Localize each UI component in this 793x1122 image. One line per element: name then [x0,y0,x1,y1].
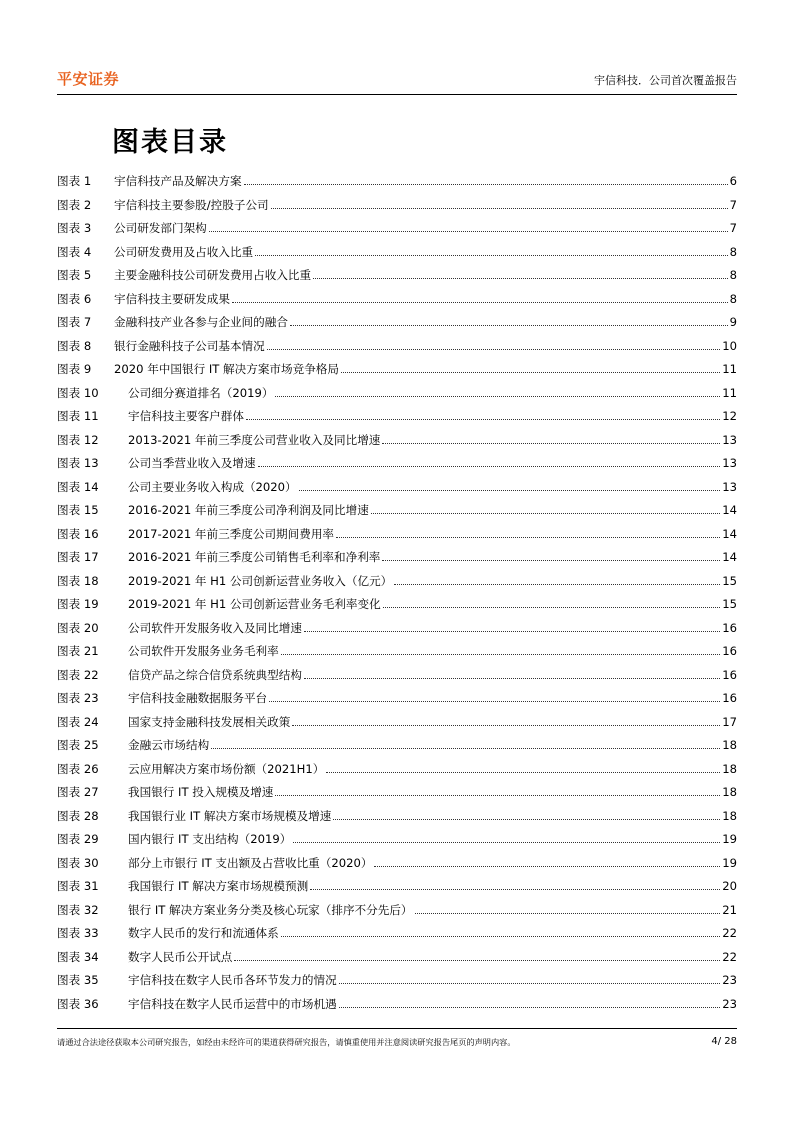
page-footer [57,1028,737,1056]
toc-entry-title: 公司研发部门架构 [114,221,207,235]
toc-entry-page: 13 [722,432,737,447]
toc-entry-title: 国内银行 IT 支出结构（2019） [128,832,292,846]
toc-leader-dots [382,550,720,561]
toc-leader-dots [293,832,720,843]
toc-entry-title: 主要金融科技公司研发费用占收入比重 [114,268,312,282]
toc-entry-page: 12 [722,409,737,423]
toc-leader-dots [271,198,728,209]
toc-entry[interactable] [57,664,737,688]
toc-leader-dots [258,456,721,467]
toc-entry[interactable] [57,828,737,852]
toc-leader-dots [313,268,728,279]
toc-entry-label: 图表 24 [57,714,99,729]
toc-entry-page: 23 [722,973,737,987]
toc-entry[interactable] [57,476,737,500]
toc-entry-page: 21 [722,902,737,917]
report-title: 宇信科技．公司首次覆盖报告 [594,74,737,87]
toc-leader-dots [269,691,720,702]
toc-entry[interactable] [57,781,737,805]
toc-entry[interactable] [57,758,737,782]
toc-entry[interactable] [57,499,737,523]
toc-entry-title: 我国银行业 IT 解决方案市场规模及增速 [128,808,332,823]
toc-entry-title: 银行 IT 解决方案业务分类及核心玩家（排序不分先后） [128,902,413,917]
toc-entry-page: 17 [722,714,737,729]
toc-entry-page: 20 [722,879,737,893]
toc-leader-dots [244,174,728,185]
toc-leader-dots [292,715,720,726]
toc-entry[interactable] [57,546,737,570]
toc-entry-label: 图表 4 [57,244,92,259]
toc-entry-title: 数字人民币公开试点 [128,949,233,964]
ping-an-securities-logo: 平安证券 [57,70,120,88]
toc-leader-dots [383,597,721,608]
toc-leader-dots [232,292,728,303]
toc-entry[interactable] [57,946,737,970]
toc-entry-page: 16 [722,691,737,705]
toc-entry-label: 图表 6 [57,291,92,306]
toc-entry-title: 宇信科技主要客户群体 [128,409,244,423]
toc-entry[interactable] [57,734,737,758]
toc-entry-page: 23 [722,996,737,1011]
toc-entry-title: 我国银行 IT 解决方案市场规模预测 [128,879,309,893]
toc-entry-label: 图表 12 [57,432,99,447]
toc-leader-dots [333,809,720,820]
toc-leader-dots [290,315,728,326]
toc-entry-page: 16 [722,644,737,658]
toc-entry-title: 2019-2021 年 H1 公司创新运营业务毛利率变化 [128,597,381,611]
toc-entry-label: 图表 10 [57,385,99,400]
page-number: 4/ 28 [711,1036,737,1047]
toc-entry-title: 我国银行 IT 投入规模及增速 [128,785,274,799]
toc-entry[interactable] [57,358,737,382]
toc-entry-label: 图表 21 [57,644,99,658]
toc-entry-page: 10 [722,338,737,353]
toc-entry[interactable] [57,805,737,829]
disclaimer-text: 请通过合法途径获取本公司研究报告，如经由未经许可的渠道获得研究报告，请慎重使用并注意阅读研究报告尾页的声明内容。 [57,1037,516,1047]
toc-entry[interactable] [57,523,737,547]
toc-entry-title: 部分上市银行 IT 支出额及占营收比重（2020） [128,855,373,870]
toc-entry-page: 11 [722,385,737,400]
toc-leader-dots [281,644,721,655]
toc-entry-page: 11 [722,362,737,376]
toc-entry[interactable] [57,852,737,876]
toc-entry-title: 数字人民币的发行和流通体系 [128,926,279,940]
toc-entry-page: 22 [722,949,737,964]
toc-entry-page: 7 [729,197,737,212]
toc-entry-title: 宇信科技主要研发成果 [114,291,230,306]
toc-entry-page: 18 [722,761,737,776]
toc-entry-label: 图表 19 [57,597,99,611]
toc-entry-page: 8 [729,244,737,259]
toc-leader-dots [275,785,720,796]
toc-entry-page: 19 [722,832,737,846]
toc-leader-dots [310,879,720,890]
toc-entry-label: 图表 5 [57,268,92,282]
toc-entry-label: 图表 25 [57,738,99,752]
toc-leader-dots [255,245,727,256]
toc-entry-title: 公司细分赛道排名（2019） [128,385,274,400]
toc-entry[interactable] [57,170,737,194]
toc-leader-dots [341,362,720,373]
toc-entry-label: 图表 26 [57,761,99,776]
toc-entry-title: 宇信科技在数字人民币各环节发力的情况 [128,973,337,987]
toc-entry-page: 18 [722,738,737,752]
toc-entry-page: 22 [722,926,737,940]
toc-entry[interactable] [57,382,737,406]
toc-leader-dots [304,668,720,679]
toc-entry-title: 公司当季营业收入及增速 [128,456,256,470]
toc-entry-page: 9 [729,315,737,329]
toc-entry-title: 银行金融科技子公司基本情况 [114,338,265,353]
toc-entry[interactable] [57,687,737,711]
toc-entry-page: 18 [722,785,737,799]
toc-entry-page: 15 [722,597,737,611]
toc-leader-dots [374,856,720,867]
toc-leader-dots [382,433,720,444]
toc-entry-label: 图表 7 [57,315,92,329]
toc-entry[interactable] [57,711,737,735]
toc-entry-title: 2017-2021 年前三季度公司期间费用率 [128,526,335,541]
toc-entry-title: 宇信科技主要参股/控股子公司 [114,197,269,212]
toc-leader-dots [336,527,720,538]
toc-entry[interactable] [57,241,737,265]
toc-entry[interactable] [57,264,737,288]
toc-entry[interactable] [57,335,737,359]
toc-entry-label: 图表 27 [57,785,99,799]
toc-entry-title: 2013-2021 年前三季度公司营业收入及同比增速 [128,432,381,447]
toc-entry-label: 图表 15 [57,503,99,517]
toc-leader-dots [339,997,721,1008]
toc-entry[interactable] [57,875,737,899]
toc-entry[interactable] [57,452,737,476]
toc-entry-page: 7 [729,221,737,235]
toc-entry-label: 图表 28 [57,808,99,823]
toc-entry-page: 16 [722,667,737,682]
toc-leader-dots [415,903,721,914]
toc-entry-label: 图表 33 [57,926,99,940]
toc-entry-label: 图表 29 [57,832,99,846]
toc-leader-dots [209,221,728,232]
toc-entry[interactable] [57,194,737,218]
toc-leader-dots [211,738,720,749]
toc-entry-label: 图表 11 [57,409,99,423]
toc-leader-dots [299,480,721,491]
toc-entry-label: 图表 16 [57,526,99,541]
toc-entry[interactable] [57,429,737,453]
toc-entry-title: 公司软件开发服务收入及同比增速 [128,620,302,635]
toc-entry-title: 金融云市场结构 [128,738,210,752]
toc-entry-label: 图表 20 [57,620,99,635]
page-header [57,66,737,95]
toc-entry-page: 8 [729,268,737,282]
toc-entry-page: 13 [722,479,737,494]
toc-leader-dots [394,574,720,585]
toc-title: 图表目录 [112,127,228,158]
toc-entry[interactable] [57,922,737,946]
toc-entry-title: 云应用解决方案市场份额（2021H1） [128,761,325,776]
toc-entry-title: 公司研发费用及占收入比重 [114,244,254,259]
toc-leader-dots [371,503,720,514]
toc-entry[interactable] [57,311,737,335]
toc-entry[interactable] [57,593,737,617]
toc-entry-page: 19 [722,855,737,870]
toc-leader-dots [275,386,720,397]
toc-entry-page: 8 [729,291,737,306]
toc-entry-page: 14 [722,526,737,541]
toc-entry-title: 2020 年中国银行 IT 解决方案市场竞争格局 [114,362,339,376]
toc-entry[interactable] [57,288,737,312]
toc-entry-label: 图表 35 [57,973,99,987]
toc-entry-title: 金融科技产业各参与企业间的融合 [114,315,288,329]
toc-entry-label: 图表 13 [57,456,99,470]
toc-entry[interactable] [57,570,737,594]
toc-entry-label: 图表 36 [57,996,99,1011]
toc-leader-dots [234,950,720,961]
toc-entry[interactable] [57,640,737,664]
toc-leader-dots [339,973,721,984]
toc-entry-title: 公司主要业务收入构成（2020） [128,479,297,494]
toc-entry-label: 图表 2 [57,197,92,212]
toc-entry-title: 信贷产品之综合信贷系统典型结构 [128,667,302,682]
toc-list [57,170,737,1016]
toc-entry[interactable] [57,217,737,241]
toc-leader-dots [326,762,720,773]
toc-leader-dots [267,339,721,350]
toc-entry-page: 14 [722,503,737,517]
toc-entry[interactable] [57,617,737,641]
toc-entry-label: 图表 22 [57,667,99,682]
toc-leader-dots [281,926,721,937]
toc-entry-label: 图表 3 [57,221,92,235]
toc-entry-label: 图表 32 [57,902,99,917]
toc-entry-title: 公司软件开发服务业务毛利率 [128,644,279,658]
toc-entry[interactable] [57,899,737,923]
toc-entry-page: 14 [722,550,737,564]
toc-entry-label: 图表 23 [57,691,99,705]
toc-entry[interactable] [57,405,737,429]
toc-entry-label: 图表 9 [57,362,92,376]
toc-entry-label: 图表 17 [57,550,99,564]
toc-entry-title: 国家支持金融科技发展相关政策 [128,714,291,729]
toc-entry-title: 2016-2021 年前三季度公司净利润及同比增速 [128,503,369,517]
toc-entry-page: 6 [729,174,737,188]
toc-entry-title: 2016-2021 年前三季度公司销售毛利率和净利率 [128,550,381,564]
toc-entry-page: 18 [722,808,737,823]
toc-entry-title: 2019-2021 年 H1 公司创新运营业务收入（亿元） [128,573,393,588]
toc-entry-label: 图表 30 [57,855,99,870]
toc-entry-title: 宇信科技产品及解决方案 [114,174,242,188]
toc-entry-label: 图表 14 [57,479,99,494]
toc-leader-dots [304,621,720,632]
toc-entry-page: 15 [722,573,737,588]
toc-leader-dots [246,409,720,420]
toc-entry-label: 图表 18 [57,573,99,588]
toc-entry-title: 宇信科技金融数据服务平台 [128,691,268,705]
toc-entry-label: 图表 31 [57,879,99,893]
toc-entry-page: 13 [722,456,737,470]
toc-entry-title: 宇信科技在数字人民币运营中的市场机遇 [128,996,337,1011]
toc-entry[interactable] [57,969,737,993]
toc-entry[interactable] [57,993,737,1017]
toc-entry-label: 图表 34 [57,949,99,964]
toc-entry-label: 图表 1 [57,174,92,188]
toc-entry-label: 图表 8 [57,338,92,353]
toc-entry-page: 16 [722,620,737,635]
